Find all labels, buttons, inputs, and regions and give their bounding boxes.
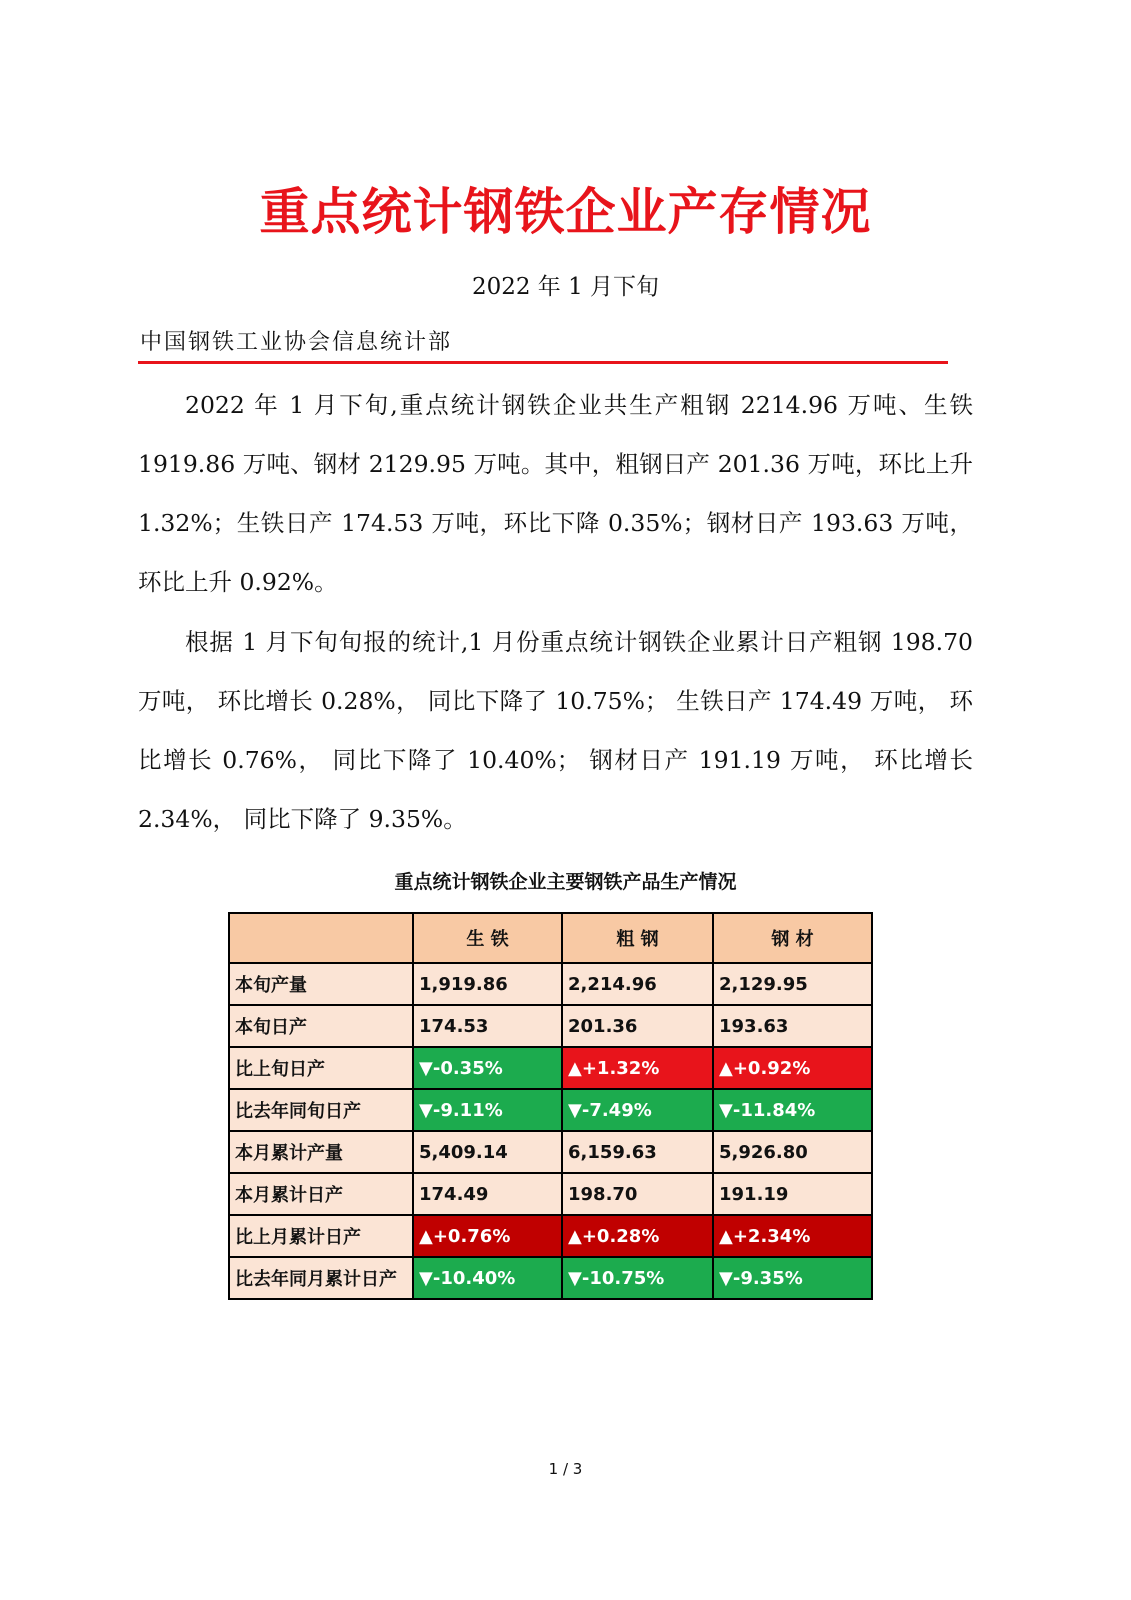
table-row [229,1215,872,1257]
department-name: 中国钢铁工业协会信息统计部 [140,330,453,355]
header-steel-products: 钢 材 [713,913,872,963]
table-cell-change-down: ▼-7.49% [562,1089,713,1131]
table-cell: 198.70 [562,1173,713,1215]
table-cell-change-up: ▲+0.92% [713,1047,872,1089]
table-cell: 174.49 [413,1173,562,1215]
table-cell: 2,214.96 [562,963,713,1005]
row-label: 本月累计日产 [229,1173,413,1215]
table-cell-change-down: ▼-9.11% [413,1089,562,1131]
row-label: 比上月累计日产 [229,1215,413,1257]
table-cell: 174.53 [413,1005,562,1047]
table-cell: 2,129.95 [713,963,872,1005]
row-label: 本旬产量 [229,963,413,1005]
table-cell: 201.36 [562,1005,713,1047]
paragraph-1: 2022 年 1 月下旬,重点统计钢铁企业共生产粗钢 2214.96 万吨、生铁 1919.86 万吨、钢材 2129.95 万吨。其中，粗钢日产 201.36 万吨，环比上升 1.32%；生铁日产 174.53 万吨，环比下降 0.35%；钢材日产 193.63 万吨，环比上升 0.92%。 [138,391,973,596]
table-row [229,1005,872,1047]
row-label: 本旬日产 [229,1005,413,1047]
table-cell: 1,919.86 [413,963,562,1005]
header-divider [138,361,948,364]
row-label: 本月累计产量 [229,1131,413,1173]
table-row [229,1089,872,1131]
table-cell-change-down: ▼-0.35% [413,1047,562,1089]
table-cell: 191.19 [713,1173,872,1215]
table-title: 重点统计钢铁企业主要钢铁产品生产情况 [394,871,737,893]
table-cell-change-up: ▲+0.28% [562,1215,713,1257]
table-cell: 5,409.14 [413,1131,562,1173]
table-row [229,963,872,1005]
table-row [229,1173,872,1215]
table-cell-change-up: ▲+0.76% [413,1215,562,1257]
table-row [229,1257,872,1299]
table-cell: 6,159.63 [562,1131,713,1173]
table-cell-change-down: ▼-10.75% [562,1257,713,1299]
table-cell: 193.63 [713,1005,872,1047]
table-cell-change-up: ▲+2.34% [713,1215,872,1257]
table-cell: 5,926.80 [713,1131,872,1173]
table-row [229,1047,872,1089]
table-cell-change-down: ▼-10.40% [413,1257,562,1299]
row-label: 比去年同月累计日产 [229,1257,413,1299]
document-title: 重点统计钢铁企业产存情况 [259,183,872,241]
table-cell-change-up: ▲+1.32% [562,1047,713,1089]
table-row [229,1131,872,1173]
page-number: 1 / 3 [548,1460,583,1478]
table-cell-change-down: ▼-9.35% [713,1257,872,1299]
header-blank [229,913,413,963]
header-crude-steel: 粗 钢 [562,913,713,963]
header-pig-iron: 生 铁 [413,913,562,963]
row-label: 比上旬日产 [229,1047,413,1089]
table-cell-change-down: ▼-11.84% [713,1089,872,1131]
report-date: 2022 年 1 月下旬 [471,274,660,300]
paragraph-2: 根据 1 月下旬旬报的统计,1 月份重点统计钢铁企业累计日产粗钢 198.70 万吨， 环比增长 0.28%， 同比下降了 10.75%； 生铁日产 174.49 万吨， 环比增长 0.76%， 同比下降了 10.40%； 钢材日产 191.19 万吨， 环比增长 2.34%， 同比下降了 9.35%。 [138,628,973,833]
table-header-row [229,913,872,963]
row-label: 比去年同旬日产 [229,1089,413,1131]
production-table [228,912,873,1300]
